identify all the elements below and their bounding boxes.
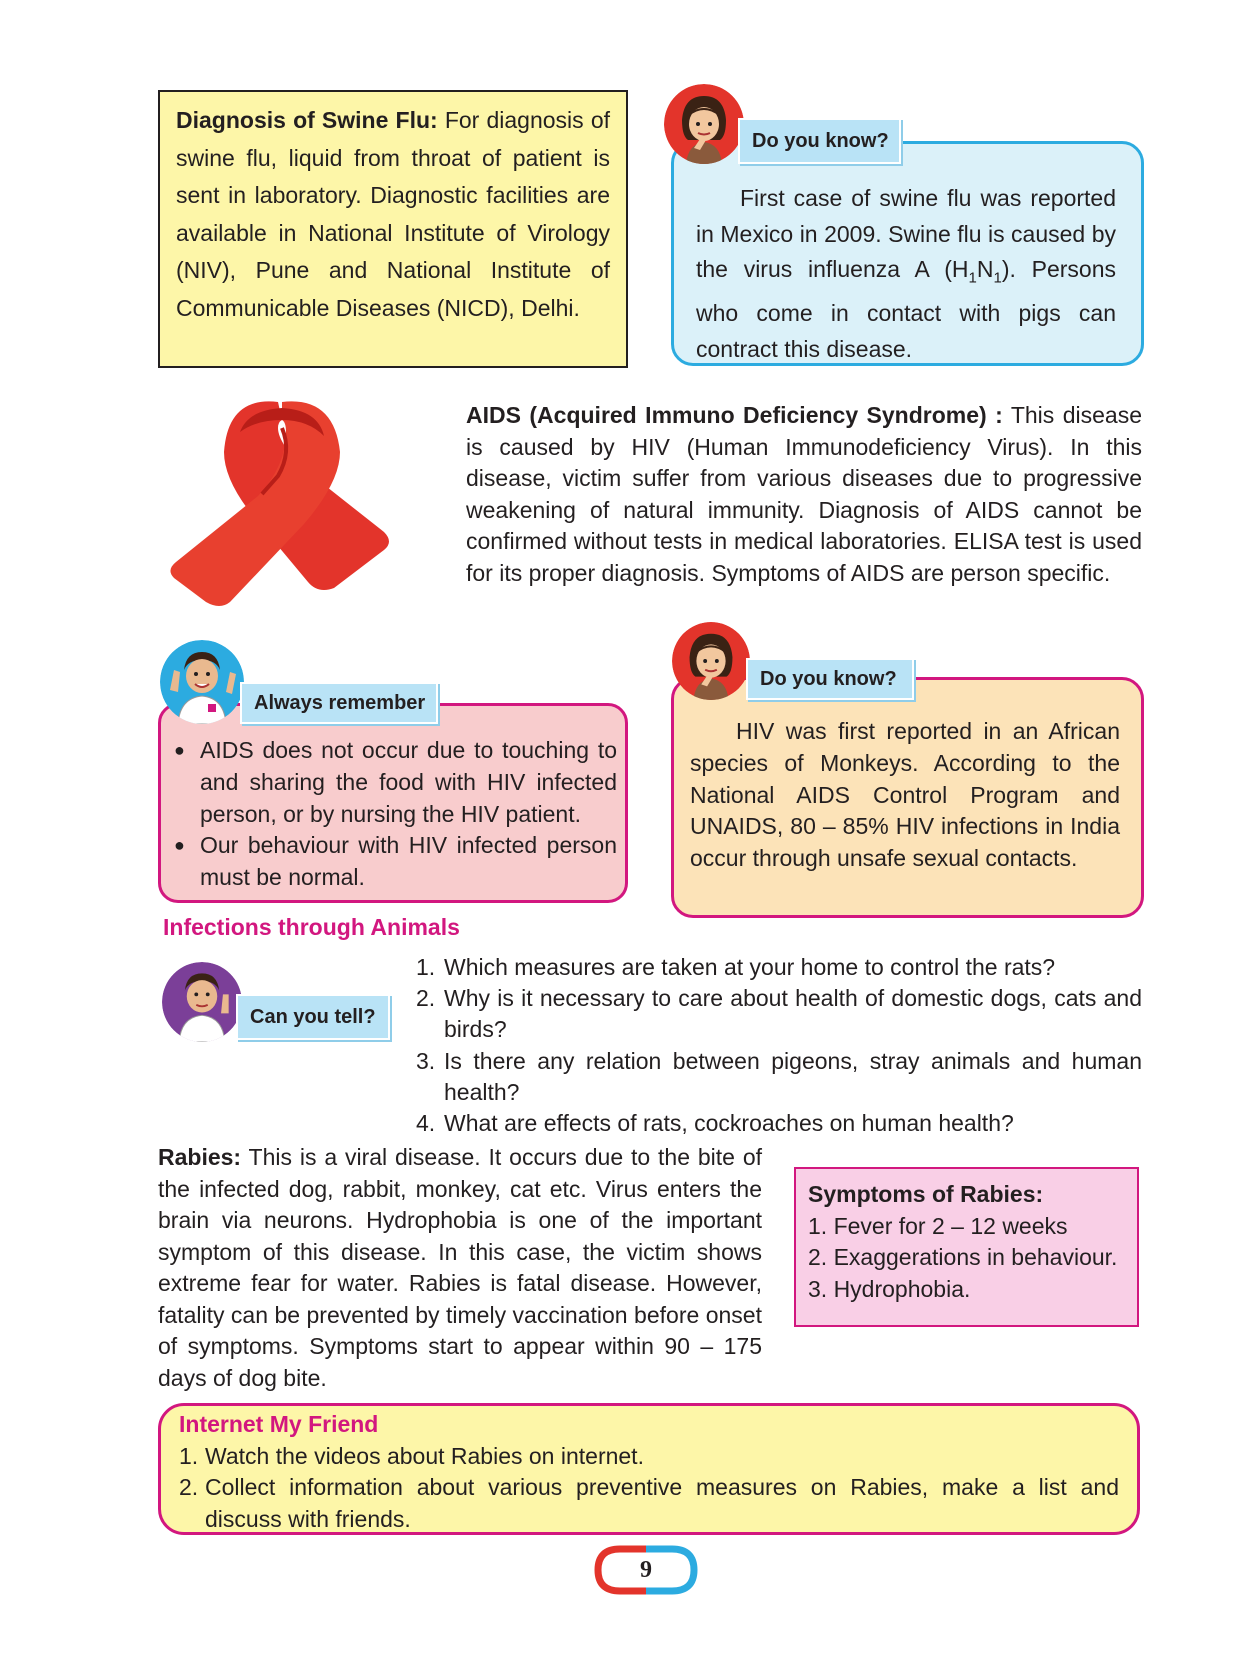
symptoms-title: Symptoms of Rabies: [808, 1181, 1044, 1207]
boy-mascot-icon [162, 962, 242, 1042]
list-item: 2. Why is it necessary to care about health of domestic dogs, cats and birds? [416, 985, 1142, 1043]
list-item: 3. Hydrophobia. [808, 1275, 971, 1302]
can-you-tell-questions [416, 952, 1142, 1139]
boy-mascot-icon [160, 640, 244, 724]
aids-heading: AIDS (Acquired Immuno Deficiency Syndrome) : [466, 402, 1003, 428]
rabies-heading: Rabies: [158, 1144, 242, 1170]
can-you-tell-label: Can you tell? [236, 994, 390, 1040]
do-you-know-text-1: First case of swine flu was reported in Mexico in 2009. Swine flu is caused by the virus influenza A $(H_1N_1)$. Persons who come in contact with pigs can contract this disease. [696, 185, 1116, 362]
always-remember-label: Always remember [240, 682, 438, 724]
aids-body: This disease is caused by HIV (Human Immunodeficiency Virus). In this disease, victim suffer from various diseases due to progressive weakening of natural immunity. Diagnosis of AIDS cannot be confirmed without tests in medical laboratories. ELISA test is used for its proper diagnosis. Symptoms of AIDS are person specific. [466, 402, 1142, 586]
list-item: 4. What are effects of rats, cockroaches on human health? [416, 1110, 1014, 1137]
list-item: 2. Collect information about various preventive measures on Rabies, make a list and discuss with friends. [179, 1474, 1119, 1532]
girl-mascot-icon [664, 84, 744, 164]
page-number-badge [592, 1545, 700, 1595]
internet-title: Internet My Friend [179, 1411, 379, 1437]
do-you-know-label-1: Do you know? [738, 118, 901, 164]
list-item: 2. Exaggerations in behaviour. [808, 1244, 1118, 1270]
page-number: 9 [640, 1556, 652, 1583]
do-you-know-label-2: Do you know? [746, 658, 914, 700]
list-item: 1. Fever for 2 – 12 weeks [808, 1212, 1068, 1239]
always-remember-list [172, 735, 617, 894]
swine-flu-body: For diagnosis of swine flu, liquid from throat of patient is sent in laboratory. Diagnostic facilities are available in National Institute of Virology (NIV), Pune and National Institute of Communicable Diseases (NICD), Delhi. [176, 107, 611, 321]
list-item: 3. Is there any relation between pigeons, stray animals and human health? [416, 1047, 1142, 1105]
swine-flu-heading: Diagnosis of Swine Flu: [176, 107, 438, 133]
internet-list [179, 1441, 1119, 1536]
section-heading-infections: Infections through Animals [163, 914, 460, 940]
symptoms-list [808, 1211, 1125, 1306]
list-item: ● Our behaviour with HIV infected person must be normal. [172, 830, 617, 894]
aids-paragraph [466, 400, 1142, 589]
do-you-know-text-2: HIV was first reported in an African species of Monkeys. According to the National AIDS Control Program and UNAIDS, 80 – 85% HIV infections in India occur through unsafe sexual contacts. [690, 718, 1120, 872]
girl-mascot-icon [672, 622, 750, 700]
symptoms-rabies-box [794, 1167, 1139, 1327]
list-item: 1. Which measures are taken at your home to control the rats? [416, 954, 1056, 980]
swine-flu-diagnosis-box [158, 90, 628, 368]
internet-my-friend-box [158, 1403, 1140, 1535]
rabies-body: This is a viral disease. It occurs due to the bite of the infected dog, rabbit, monkey, cat etc. Virus enters the brain via neurons. Hydrophobia is one of the important symptom of this disease. In this case, the victim shows extreme fear for water. Rabies is fatal disease. However, fatality can be prevented by timely vaccination before onset of symptoms. Symptoms start to appear within 90 – 175 days of dog bite. [158, 1144, 762, 1391]
list-item: 1. Watch the videos about Rabies on internet. [179, 1442, 644, 1469]
red-ribbon-icon [158, 392, 410, 612]
list-item: ● AIDS does not occur due to touching to and sharing the food with HIV infected person, or by nursing the HIV patient. [172, 735, 617, 830]
rabies-paragraph [158, 1142, 762, 1394]
